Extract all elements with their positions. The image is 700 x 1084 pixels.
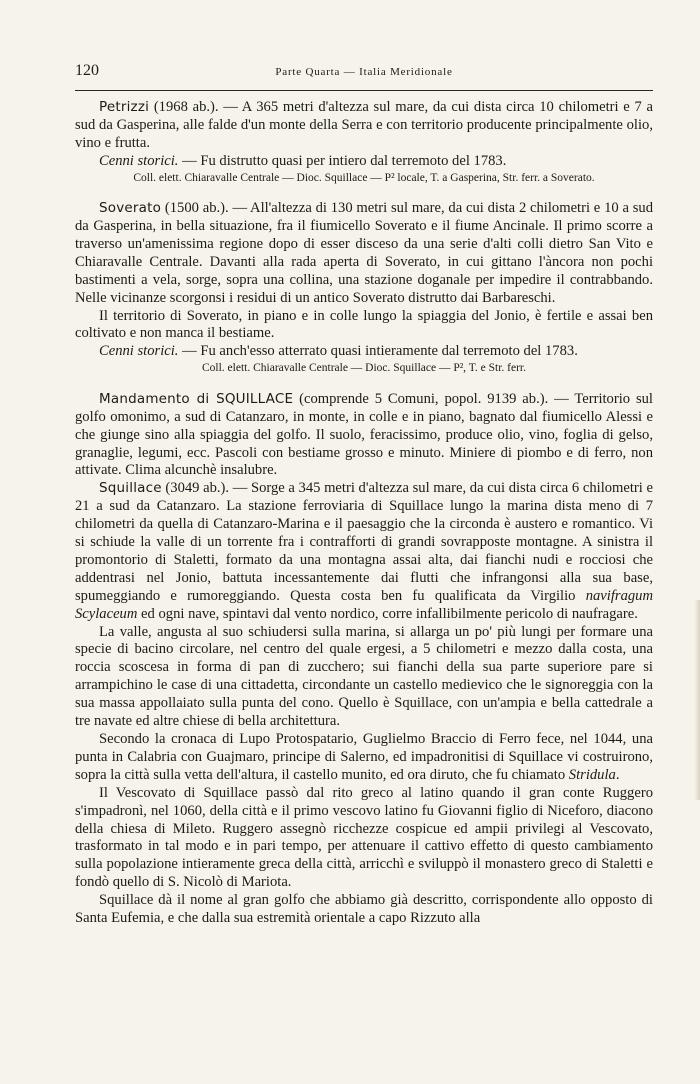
paragraph-soverato-coll: Coll. elett. Chiaravalle Centrale — Dioc. Squillace — P², T. e Str. ferr.: [202, 362, 526, 375]
paragraph-petrizzi: Petrizzi (1968 ab.). — A 365 metri d'altezza sul mare, da cui dista circa 10 chilometri e 7 a sud da Gasperina, alle falde d'un monte della Serra e con territorio producente principalmente olio, vino e frutta.: [75, 99, 653, 151]
paragraph-petrizzi-coll: Coll. elett. Chiaravalle Centrale — Dioc. Squillace — P² locale, T. a Gasperina, Str. ferr. a Soverato.: [133, 171, 595, 184]
paragraph-mandamento: Mandamento di SQUILLACE (comprende 5 Comuni, popol. 9139 ab.). — Territorio sul golfo omonimo, a sud di Catanzaro, in monte, in colle e in piano, bagnato dal fiumicello Alessi e che giunge sino alla spiaggia del golfo. Il suolo, feracissimo, produce olio, vino, foglia di gelso, granaglie, legumi, ecc. Pascoli con bestiame grosso e minuto. Miniere di piombo e di ferro, non attivate. Clima alcunchè insalubre.: [75, 390, 653, 479]
entry-title: Petrizzi: [99, 99, 150, 115]
paragraph-squillace-cronaca: Secondo la cronaca di Lupo Protospatario, Guglielmo Braccio di Ferro fece, nel 1044, una punta in Calabria con Guajmaro, principe di Salerno, ed impadronitisi di Squillace vi costruirono, sopra la città sulla vetta dell'altura, il castello munito, ed ora diruto, che fu chiamato Stridula.: [75, 731, 653, 783]
section-label: Cenni storici.: [99, 152, 179, 169]
paragraph-squillace-vescovato: Il Vescovato di Squillace passò dal rito greco al latino quando il gran conte Ruggero s'impadronì, nel 1060, della città e il primo vescovo latino fu Giovanni figlio di Niceforo, diacono della chiesa di Mileto. Ruggero assegnò ricchezze cospicue ed ampii privilegi al Vescovato, trasformato in tal modo e in pari tempo, per attenuare il cattivo effetto di questo cambiamento sulla popolazione intieramente greca della città, arricchì e sviluppò il monastero greco di Staletti e fondò quello di S. Nicolò di Mariota.: [75, 784, 653, 891]
header-rule: [75, 90, 653, 91]
entry-title: Soverato: [99, 200, 162, 217]
page-number: 120: [75, 62, 99, 79]
entry-title: Mandamento di SQUILLACE: [99, 390, 294, 407]
page-header: [75, 58, 653, 80]
paragraph-soverato-cenni: Cenni storici. — Fu anch'esso atterrato quasi intieramente dal terremoto del 1783.: [99, 343, 578, 360]
section-label: Cenni storici.: [99, 343, 179, 360]
running-title: Parte Quarta — Italia Meridionale: [275, 66, 453, 78]
paragraph-squillace: Squillace (3049 ab.). — Sorge a 345 metri d'altezza sul mare, da cui dista circa 6 chilometri e 21 a sud da Catanzaro. La stazione ferroviaria di Squillace lungo la marina dista meno di 7 chilometri da quella di Catanzaro-Marina e il paesaggio che la circonda è austero e romantico. Vi si schiude la valle di un torrente fra i contrafforti di grandi sovrapposte montagne. A sinistra il promontorio di Staletti, formato da una montagna assai alta, dai fianchi nudi e rocciosi che addentrasi nel Jonio, battuta incessantemente dai flutti che infrangonsi alla sua base, spumeggiando e rumoreggiando. Questa costa ben fu qualificata da Virgilio navifragum Scylaceum ed ogni nave, spintavi dal vento nordico, corre infallibilmente pericolo di naufragare.: [75, 480, 653, 622]
paragraph-soverato-territorio: Il territorio di Soverato, in piano e in colle lungo la spiaggia del Jonio, è fertile e assai ben coltivato e non manca il bestiame.: [75, 307, 653, 342]
paragraph-squillace-golfo: Squillace dà il nome al gran golfo che abbiamo già descritto, corrispondente allo opposto di Santa Eufemia, e che dalla sua estremità orientale a capo Rizzuto alla: [75, 892, 653, 927]
paragraph-squillace-valle: La valle, angusta al suo schiudersi sulla marina, si allarga un po' più lungi per formare una specie di bacino circolare, nel centro del quale ergesi, a 5 chilometri e mezzo dalla costa, una roccia scoscesa in forma di pan di zucchero; sui fianchi della sua parte superiore pare si arrampichino le case di una cittadetta, circondante un castello medievico che le signoreggia con la sua massa appollaiato sulla punta del cono. Quello è Squillace, con un'ampia e bella cattedrale a tre navate ed altre chiese di bella architettura.: [75, 623, 653, 730]
page: [75, 58, 653, 928]
entry-title: Squillace: [99, 480, 162, 497]
paragraph-soverato: Soverato (1500 ab.). — All'altezza di 130 metri sul mare, da cui dista 2 chilometri e 10 a sud da Gasperina, in bella situazione, fra il fiumicello Soverato e il fiume Ancinale. Il primo scorre a traverso un'amenissima regione dopo di esser disceso da una serie d'alti colli dietro San Vito e Chiaravalle Centrale. Davanti alla rada aperta di Soverato, in cui gittano l'àncora non pochi bastimenti a vela, sorge, sopra una collina, una stazione doganale per impedire il contrabbando. Nelle vicinanze scorgonsi i residui di un antico Soverato distrutto dai Barbareschi.: [75, 200, 653, 306]
page-edge-shadow: [694, 600, 700, 800]
paragraph-petrizzi-cenni: Cenni storici. — Fu distrutto quasi per intiero dal terremoto del 1783.: [99, 152, 507, 169]
